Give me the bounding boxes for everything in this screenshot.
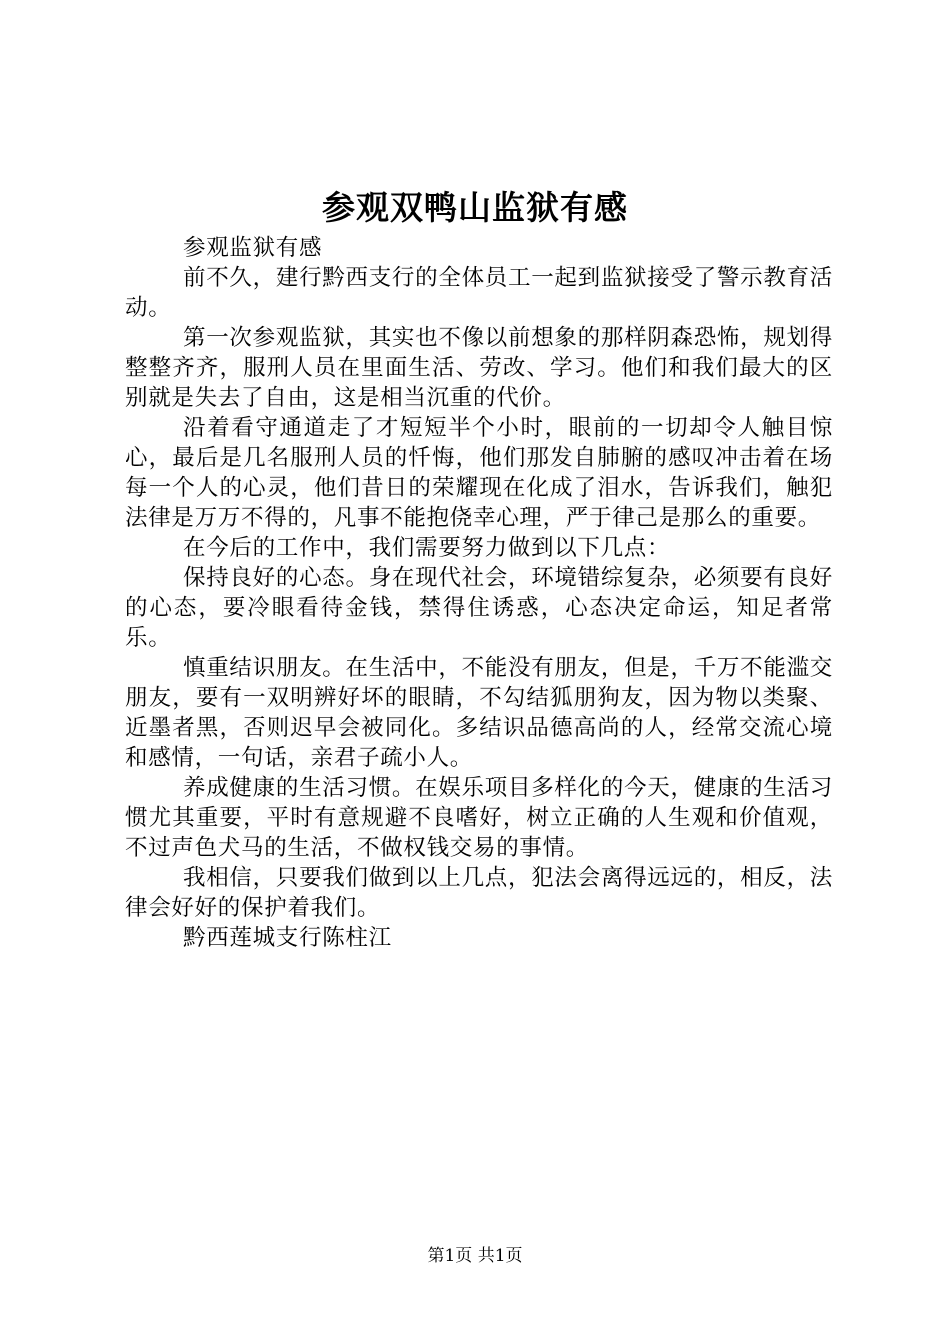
paragraph: 前不久，建行黔西支行的全体员工一起到监狱接受了警示教育活动。 bbox=[125, 265, 833, 321]
paragraph: 慎重结识朋友。在生活中，不能没有朋友，但是，千万不能滥交朋友，要有一双明辨好坏的眼睛，不勾结狐朋狗友，因为物以类聚、近墨者黑，否则迟早会被同化。多结识品德高尚的人，经常交流心境和感情，一句话，亲君子疏小人。 bbox=[125, 655, 833, 771]
paragraph: 沿着看守通道走了才短短半个小时，眼前的一切却令人触目惊心，最后是几名服刑人员的忏悔，他们那发自肺腑的感叹冲击着在场每一个人的心灵，他们昔日的荣耀现在化成了泪水，告诉我们，触犯法律是万万不得的，凡事不能抱侥幸心理，严于律己是那么的重要。 bbox=[125, 415, 833, 531]
paragraph: 养成健康的生活习惯。在娱乐项目多样化的今天，健康的生活习惯尤其重要，平时有意规避不良嗜好，树立正确的人生观和价值观，不过声色犬马的生活，不做权钱交易的事情。 bbox=[125, 775, 833, 861]
document-body bbox=[125, 233, 833, 953]
paragraph-subtitle: 参观监狱有感 bbox=[183, 235, 323, 261]
paragraph: 在今后的工作中，我们需要努力做到以下几点： bbox=[183, 535, 671, 561]
signature-line: 黔西莲城支行陈柱江 bbox=[183, 925, 392, 951]
paragraph: 第一次参观监狱，其实也不像以前想象的那样阴森恐怖，规划得整整齐齐，服刑人员在里面生活、劳改、学习。他们和我们最大的区别就是失去了自由，这是相当沉重的代价。 bbox=[125, 325, 833, 411]
document-title: 参观双鸭山监狱有感 bbox=[322, 188, 628, 227]
paragraph: 我相信，只要我们做到以上几点，犯法会离得远远的，相反，法律会好好的保护着我们。 bbox=[125, 865, 833, 921]
page-number-footer: 第1页 共1页 bbox=[427, 1246, 523, 1266]
paragraph: 保持良好的心态。身在现代社会，环境错综复杂，必须要有良好的心态，要冷眼看待金钱，禁得住诱惑，心态决定命运，知足者常乐。 bbox=[125, 565, 833, 651]
